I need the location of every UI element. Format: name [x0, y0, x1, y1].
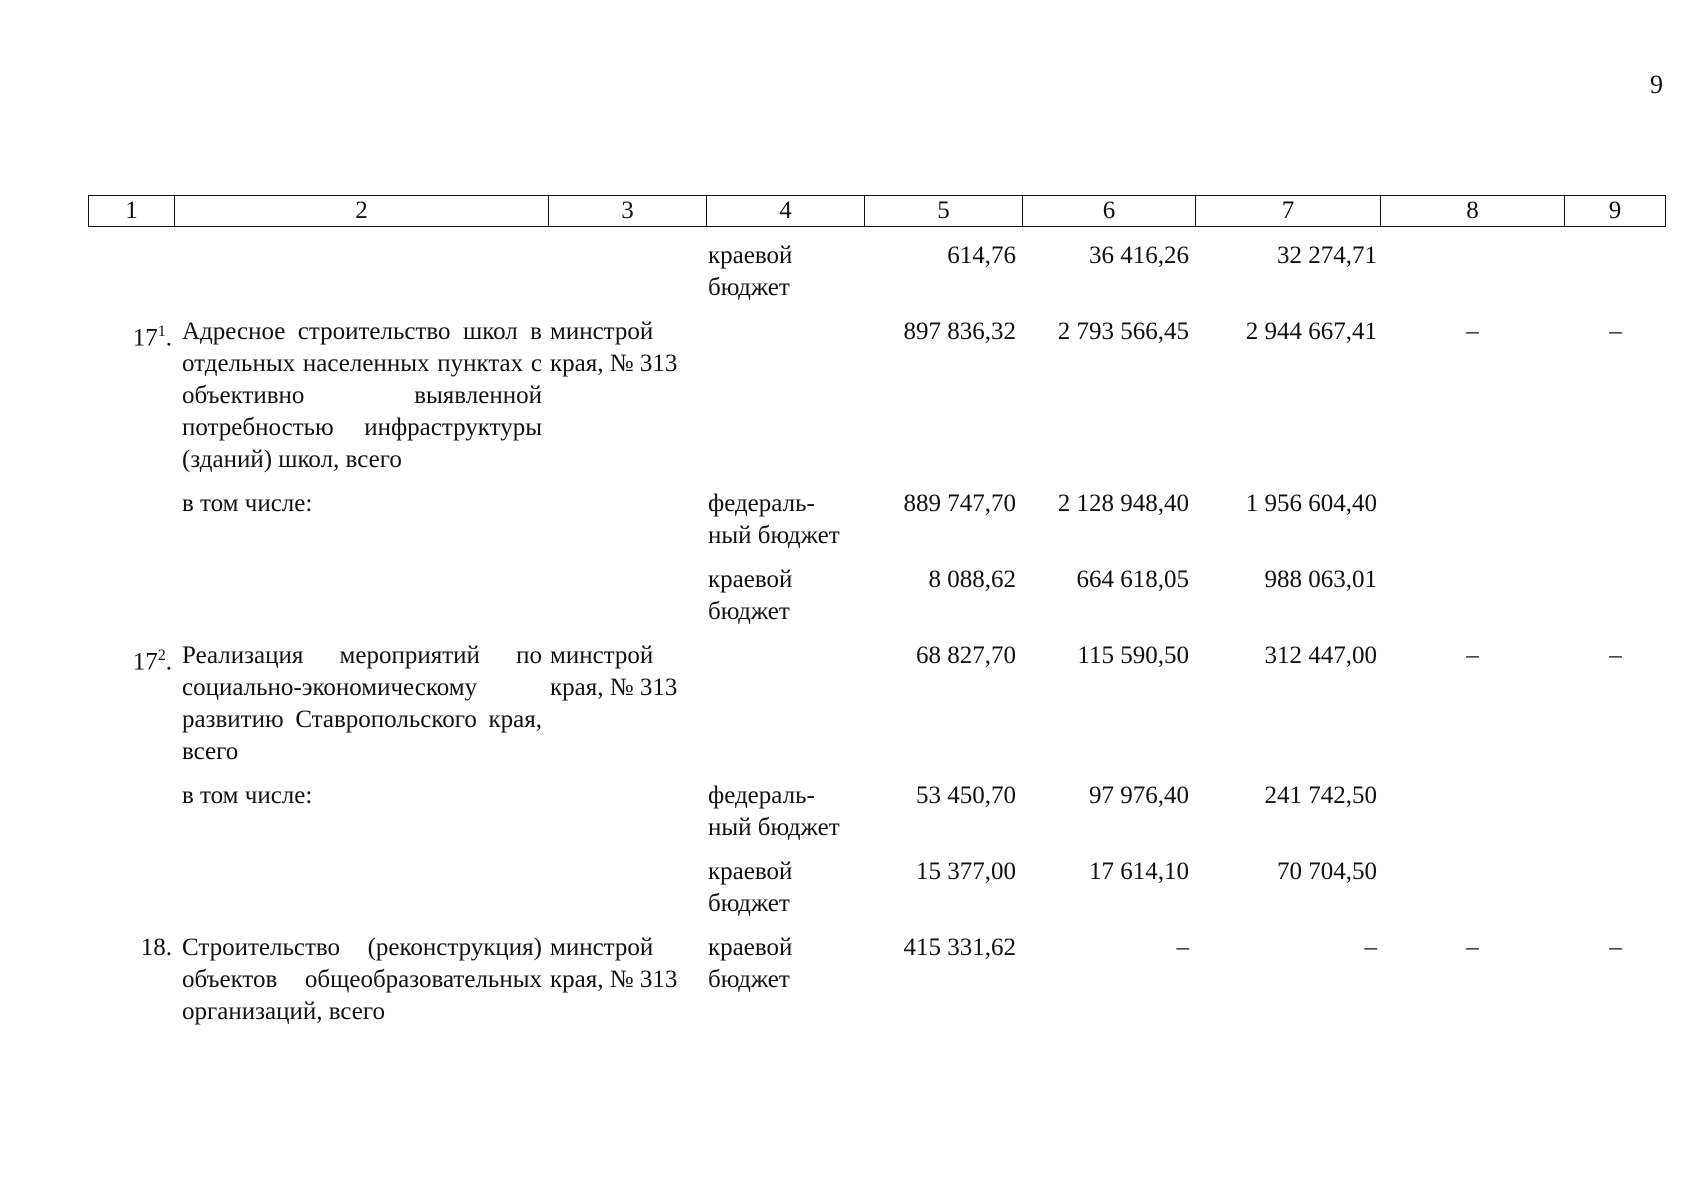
- value-col-5: 8 088,62: [928, 566, 1016, 593]
- value-col-8: –: [1466, 934, 1479, 961]
- table-row: [88, 316, 1667, 488]
- table-row: [88, 932, 1667, 1040]
- value-col-6: 664 618,05: [1076, 566, 1189, 593]
- funding-source: [704, 640, 862, 780]
- funding-source: краевой бюджет: [708, 566, 793, 625]
- funding-source: федераль-ный бюджет: [708, 782, 840, 841]
- table-row: [88, 640, 1667, 780]
- value-col-9: [1564, 780, 1667, 856]
- measure-name: [178, 240, 546, 316]
- executor: [546, 780, 704, 856]
- executor: минстрой края, № 313: [550, 642, 678, 701]
- value-col-8: [1381, 488, 1564, 564]
- value-col-5: 897 836,32: [903, 318, 1016, 345]
- table-row: [88, 780, 1667, 856]
- measure-name: в том числе:: [182, 490, 313, 517]
- value-col-7: –: [1364, 934, 1377, 961]
- data-table: [88, 240, 1667, 1040]
- executor: минстрой края, № 313: [550, 318, 678, 377]
- funding-source: краевой бюджет: [708, 858, 793, 917]
- table-row: [88, 240, 1667, 316]
- funding-source: краевой бюджет: [708, 242, 793, 301]
- row-number: [88, 780, 178, 856]
- value-col-5: 68 827,70: [916, 642, 1016, 669]
- value-col-6: –: [1176, 934, 1189, 961]
- value-col-6: 2 128 948,40: [1057, 490, 1189, 517]
- row-number: 18.: [140, 934, 172, 961]
- value-col-6: 115 590,50: [1077, 642, 1189, 669]
- value-col-8: [1381, 780, 1564, 856]
- executor: [546, 488, 704, 564]
- executor: [546, 240, 704, 316]
- header-col-2: 2: [175, 196, 549, 227]
- header-col-8: 8: [1381, 196, 1565, 227]
- row-number: $17^2$.: [132, 647, 172, 676]
- measure-name: Адресное строительство школ в отдельных населенных пунктах с объективно выявленной потребностью инфраструктуры (зданий) школ, всего: [182, 318, 542, 473]
- value-col-8: –: [1466, 642, 1479, 669]
- table-row: [88, 856, 1667, 932]
- value-col-7: 2 944 667,41: [1245, 318, 1377, 345]
- value-col-7: 1 956 604,40: [1245, 490, 1377, 517]
- column-header-row: [88, 195, 1666, 227]
- value-col-5: 614,76: [947, 242, 1016, 269]
- measure-name: в том числе:: [182, 782, 313, 809]
- executor: [546, 856, 704, 932]
- funding-source: краевой бюджет: [708, 934, 793, 993]
- value-col-5: 53 450,70: [916, 782, 1016, 809]
- header-col-4: 4: [707, 196, 865, 227]
- header-col-5: 5: [865, 196, 1023, 227]
- value-col-9: [1564, 240, 1667, 316]
- value-col-7: 32 274,71: [1277, 242, 1377, 269]
- value-col-9: [1564, 564, 1667, 640]
- value-col-7: 988 063,01: [1264, 566, 1377, 593]
- value-col-5: 889 747,70: [903, 490, 1016, 517]
- row-number: [88, 240, 178, 316]
- header-col-3: 3: [549, 196, 707, 227]
- value-col-6: 2 793 566,45: [1057, 318, 1189, 345]
- funding-source: федераль-ный бюджет: [708, 490, 840, 549]
- row-number: $17^1$.: [132, 323, 172, 352]
- table-row: [88, 488, 1667, 564]
- value-col-9: –: [1609, 318, 1622, 345]
- value-col-9: –: [1609, 642, 1622, 669]
- executor: [546, 564, 704, 640]
- measure-name: Реализация мероприятий по социально-экономическому развитию Ставропольского края, всего: [182, 642, 542, 765]
- row-number: [88, 488, 178, 564]
- row-number: [88, 564, 178, 640]
- row-number: [88, 856, 178, 932]
- header-col-9: 9: [1565, 196, 1666, 227]
- value-col-8: [1381, 564, 1564, 640]
- table-row: [88, 564, 1667, 640]
- value-col-9: [1564, 488, 1667, 564]
- executor: минстрой края, № 313: [550, 934, 678, 993]
- value-col-5: 15 377,00: [916, 858, 1016, 885]
- value-col-8: [1381, 240, 1564, 316]
- value-col-8: –: [1466, 318, 1479, 345]
- value-col-7: 70 704,50: [1277, 858, 1377, 885]
- value-col-7: 312 447,00: [1264, 642, 1377, 669]
- measure-name: [178, 564, 546, 640]
- value-col-9: [1564, 856, 1667, 932]
- value-col-5: 415 331,62: [903, 934, 1016, 961]
- value-col-6: 36 416,26: [1089, 242, 1189, 269]
- funding-source: [704, 316, 862, 488]
- header-col-7: 7: [1196, 196, 1381, 227]
- value-col-8: [1381, 856, 1564, 932]
- header-col-6: 6: [1023, 196, 1196, 227]
- value-col-9: –: [1609, 934, 1622, 961]
- measure-name: [178, 856, 546, 932]
- measure-name: Строительство (реконструкция) объектов общеобразовательных организаций, всего: [182, 934, 542, 1025]
- value-col-7: 241 742,50: [1264, 782, 1377, 809]
- value-col-6: 17 614,10: [1089, 858, 1189, 885]
- value-col-6: 97 976,40: [1089, 782, 1189, 809]
- page-number: 9: [1650, 70, 1663, 99]
- header-col-1: 1: [89, 196, 175, 227]
